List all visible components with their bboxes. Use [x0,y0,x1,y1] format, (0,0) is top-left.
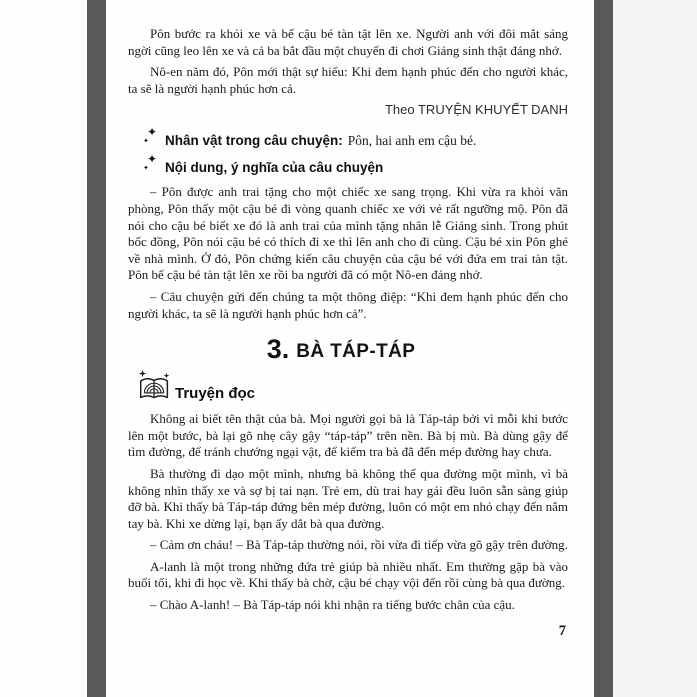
lesson-paragraph: A-lanh là một trong những đứa trẻ giúp bà nhiều nhất. Em thường gặp bà vào buổi tối, khi đi học về. Khi thấy bà chờ, cậu bé chạy vội đến rồi cùng bà qua đường. [128,558,568,591]
note-characters-label: Nhân vật trong câu chuyện: [165,133,343,149]
story-attribution: Theo TRUYỆN KHUYẾT DANH [384,102,568,118]
note-characters-text: Pôn, hai anh em cậu bé. [347,133,477,149]
scan-background-right [613,0,697,697]
book-page [106,0,594,697]
sparkle-left [139,370,146,377]
note-characters [143,125,568,149]
note-content-label: Nội dung, ý nghĩa của câu chuyện [165,160,384,176]
analysis-paragraph: – Pôn được anh trai tặng cho một chiếc xe sang trọng. Khi vừa ra khỏi văn phòng, Pôn thấy một cậu bé đi vòng quanh chiếc xe với vẻ rất ngưỡng mộ. Pôn đã nói cho cậu bé biết xe đó là anh trai của mình tặng nhân lễ Giáng sinh. Trong phút bốc đồng, Pôn nói cậu bé có thích đi xe thì lên anh cho đi cùng. Cậu bé xin Pôn ghé về nhà mình. Ở đó, Pôn chứng kiến câu chuyện của cậu bé với đứa em trai tàn tật. Pôn bế cậu bé tàn tật lên xe rồi ba người đã có một Nô-en đáng nhớ. [128,184,568,283]
sparkle-bullet-icon [143,125,158,146]
sparkle-small-icon: ✦ [143,164,149,173]
scan-edge-bar-left [87,0,106,697]
sparkle-big-icon: ✦ [147,125,158,140]
analysis-paragraph: – Câu chuyện gửi đến chúng ta một thông điệp: “Khi đem hạnh phúc đến cho người khác, ta sẽ là người hạnh phúc hơn cả”. [128,288,568,321]
sparkle-right [164,373,170,379]
reading-section-label: Truyện đọc [175,385,256,403]
lesson-paragraph: Không ai biết tên thật của bà. Mọi người gọi bà là Táp-táp bởi vì mỗi khi bước lên một bước, bà lại gõ nhẹ cây gậy “táp-táp” trên nền. Bà bị mù. Bà dùng gậy để tìm đường, để tránh chướng ngại vật, để kiểm tra bà đã đến mép đường hay chưa. [128,411,568,460]
note-content [143,152,568,176]
lesson-number: 3. [266,334,290,365]
page-number: 7 [558,622,566,639]
story-paragraph: Pôn bước ra khỏi xe và bế cậu bé tàn tật lên xe. Người anh với đôi mắt sáng ngời cũng leo lên xe và cả ba bắt đầu một chuyến đi chơi Giáng sinh thật đáng nhớ. [128,26,568,58]
storybook-icon [136,369,173,403]
lesson-dialogue: – Chào A-lanh! – Bà Táp-táp nói khi nhận ra tiếng bước chân của cậu. [150,597,515,613]
reading-section-header [136,369,568,403]
sparkle-bullet-icon [143,152,158,173]
sparkle-big-icon: ✦ [147,152,158,167]
lesson-title: BÀ TÁP-TÁP [296,341,416,363]
sparkle-small-icon: ✦ [143,137,149,146]
lesson-dialogue: – Cảm ơn cháu! – Bà Táp-táp thường nói, rồi vừa đi tiếp vừa gõ gậy trên đường. [150,537,568,553]
story-paragraph: Nô-en năm đó, Pôn mới thật sự hiểu: Khi đem hạnh phúc đến cho người khác, ta sẽ là người hạnh phúc hơn cả. [128,64,568,96]
scan-edge-bar-right [594,0,613,697]
lesson-heading [128,334,554,365]
lesson-paragraph: Bà thường đi dạo một mình, nhưng bà không thể qua đường một mình, vì bà không nhìn thấy xe và sợ bị tai nạn. Trẻ em, dù trai hay gái đều luôn sẵn sàng giúp đỡ bà. Khi thấy bà Táp-táp đứng bên mép đường, luôn có một em nhỏ chạy đến nắm tay bà. Khi xe dừng lại, bạn ấy dắt bà qua đường. [128,465,568,531]
